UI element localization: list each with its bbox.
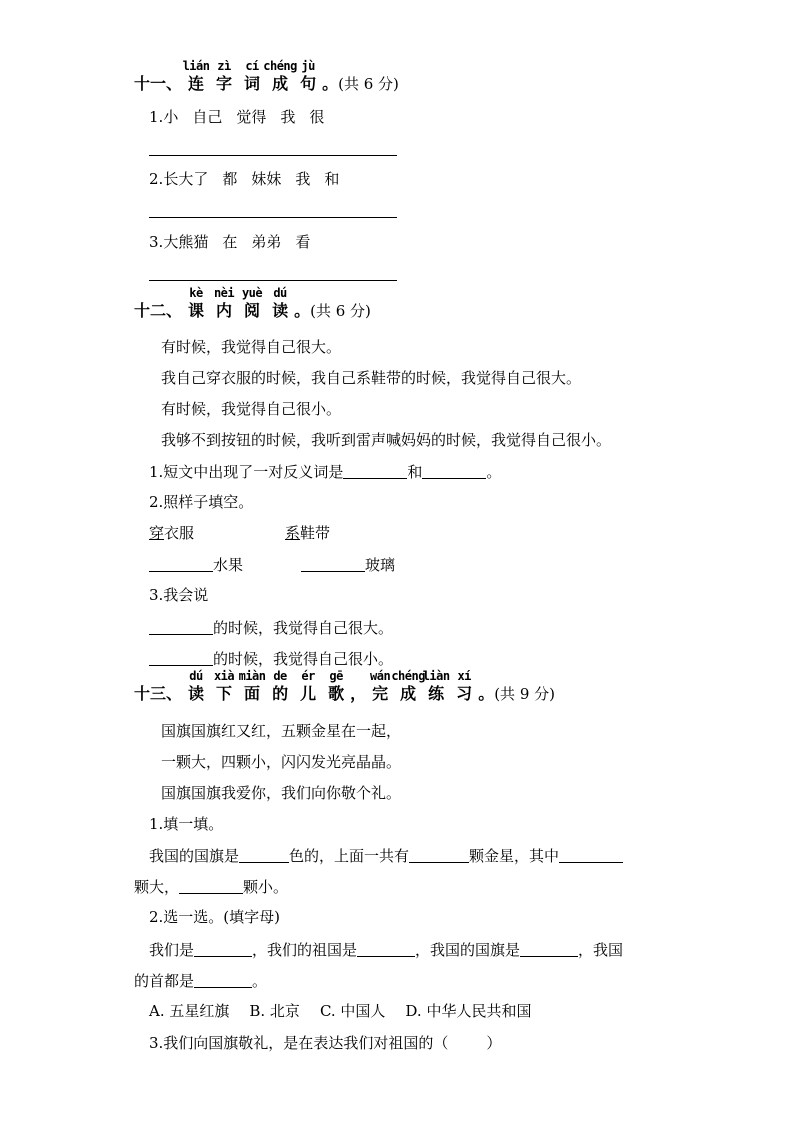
s13-q1-line-1 <box>149 848 623 864</box>
pinyin-text: chéng <box>391 669 425 683</box>
option-c: C. 中国人 <box>319 1002 386 1020</box>
pinyin-char <box>266 286 294 320</box>
blank-field[interactable] <box>301 557 365 572</box>
blank-field[interactable] <box>422 464 486 479</box>
pinyin-char <box>294 59 322 93</box>
question-text: 颗金星，其中 <box>469 847 560 865</box>
section-13-heading <box>134 669 555 703</box>
pinyin-char <box>238 669 266 703</box>
word: 觉得 <box>236 108 267 126</box>
hanzi-text: 练 <box>428 684 445 703</box>
question-text: 3.我们向国旗敬礼，是在表达我们对祖国的（ <box>149 1034 449 1052</box>
hanzi-text: 读 <box>272 301 289 320</box>
pinyin-char <box>263 59 297 93</box>
question-text: 。 <box>486 463 502 481</box>
fill-2 <box>301 557 395 573</box>
hanzi-text: 歌 <box>328 684 345 703</box>
question-2: 2.照样子填空。 <box>149 493 254 511</box>
pinyin-text: de <box>273 669 287 683</box>
hanzi-text: 词 <box>244 74 261 93</box>
pinyin-char <box>182 669 210 703</box>
pinyin-text: gē <box>329 669 343 683</box>
hanzi-text: 面 <box>244 684 261 703</box>
pinyin-text: miàn <box>238 669 266 683</box>
item-number: 1. <box>149 108 164 126</box>
pinyin-text: cí <box>245 59 259 73</box>
question-text: 。 <box>252 972 268 990</box>
exercise-2-words <box>149 172 353 187</box>
question-1 <box>149 464 501 480</box>
s13-q2-line-1 <box>149 942 623 958</box>
blank-field[interactable] <box>149 651 213 666</box>
hanzi-text: 读 <box>188 684 205 703</box>
poem-line-2: 一颗大，四颗小，闪闪发光亮晶晶。 <box>161 753 402 771</box>
word: 我 <box>280 108 296 126</box>
hanzi-text: 儿 <box>300 684 317 703</box>
hanzi-text: 的 <box>272 684 289 703</box>
hanzi-text: 下 <box>216 684 233 703</box>
word: 在 <box>222 233 238 251</box>
pinyin-char <box>210 59 238 93</box>
item-number: 2. <box>149 170 164 188</box>
say-2 <box>149 651 393 667</box>
fill-noun: 水果 <box>213 556 244 574</box>
pinyin-char <box>294 669 322 703</box>
hanzi-text: 连 <box>188 74 205 93</box>
option-list <box>149 1004 551 1019</box>
answer-line-2[interactable] <box>149 217 397 218</box>
hanzi-text: 阅 <box>244 301 261 320</box>
pinyin-char <box>182 286 210 320</box>
pinyin-char <box>322 669 350 703</box>
title-end: 。 <box>322 74 339 93</box>
option-d: D. 中华人民共和国 <box>405 1002 532 1020</box>
hanzi-text: 习 <box>456 684 473 703</box>
poem-line-1: 国旗国旗红又红，五颗金星在一起， <box>161 722 402 740</box>
pinyin-text: chéng <box>263 59 297 73</box>
hanzi-text: 内 <box>216 301 233 320</box>
pinyin-char <box>238 286 266 320</box>
section-number: 十二、 <box>134 301 183 320</box>
option-a: A. 五星红旗 <box>149 1002 230 1020</box>
word: 妹妹 <box>251 170 282 188</box>
word: 看 <box>295 233 311 251</box>
passage-line-2: 我自己穿衣服的时候，我自己系鞋带的时候，我觉得自己很大。 <box>161 369 582 387</box>
example-1 <box>149 526 194 541</box>
section-12-heading <box>134 286 371 320</box>
pinyin-char <box>391 669 425 703</box>
example-verb: 穿 <box>149 524 165 542</box>
pinyin-char <box>450 669 478 703</box>
pinyin-title <box>182 59 322 93</box>
pinyin-char <box>366 669 394 703</box>
exercise-3-words <box>149 235 324 250</box>
question-text: 颗大， <box>134 878 180 896</box>
hanzi-text: 成 <box>272 74 289 93</box>
pinyin-char <box>238 59 266 93</box>
pinyin-text: nèi <box>213 286 235 300</box>
example-2 <box>285 526 330 541</box>
example-verb: 系 <box>285 524 301 542</box>
option-b: B. 北京 <box>249 1002 300 1020</box>
poem-line-3: 国旗国旗我爱你，我们向你敬个礼。 <box>161 784 402 802</box>
blank-field[interactable] <box>149 557 213 572</box>
passage-line-3: 有时候，我觉得自己很小。 <box>161 400 342 418</box>
blank-field[interactable] <box>194 942 252 957</box>
s13-q1-line-2 <box>134 879 288 895</box>
example-noun: 鞋带 <box>300 524 331 542</box>
word: 大熊猫 <box>163 233 209 251</box>
pinyin-text: zì <box>217 59 231 73</box>
pinyin-text: wán <box>370 669 391 683</box>
pinyin-title <box>182 286 294 320</box>
fill-1 <box>149 557 243 573</box>
section-number: 十一、 <box>134 74 183 93</box>
question-text: 我们是 <box>149 941 195 959</box>
passage-line-4: 我够不到按钮的时候，我听到雷声喊妈妈的时候，我觉得自己很小。 <box>161 431 612 449</box>
say-1 <box>149 620 393 636</box>
word: 长大了 <box>163 170 209 188</box>
answer-line-3[interactable] <box>149 280 397 281</box>
question-text: 色的，上面一共有 <box>289 847 410 865</box>
s13-q2-line-2 <box>134 973 267 989</box>
blank-field[interactable] <box>179 879 243 894</box>
pinyin-text: lián <box>182 59 210 73</box>
blank-field[interactable] <box>409 848 469 863</box>
hanzi-text: 句 <box>300 74 317 93</box>
section-score: (共 9 分) <box>494 685 555 703</box>
word: 我 <box>295 170 311 188</box>
example-noun: 衣服 <box>164 524 195 542</box>
title-end: 。 <box>478 684 495 703</box>
question-3: 3.我会说 <box>149 586 209 604</box>
word: 小 <box>163 108 179 126</box>
exercise-1-words <box>149 110 338 125</box>
hanzi-text: 字 <box>216 74 233 93</box>
pinyin-text: dú <box>273 286 287 300</box>
pinyin-text: ér <box>301 669 315 683</box>
question-text: ） <box>486 1034 502 1052</box>
pinyin-char <box>210 669 238 703</box>
blank-field[interactable] <box>149 620 213 635</box>
question-text: 颗小。 <box>243 878 289 896</box>
section-score: (共 6 分) <box>338 75 399 93</box>
section-score: (共 6 分) <box>310 302 371 320</box>
say-text: 的时候，我觉得自己很大。 <box>213 619 394 637</box>
pinyin-text: dú <box>189 669 203 683</box>
pinyin-char <box>422 669 450 703</box>
blank-field[interactable] <box>343 464 407 479</box>
pinyin-char <box>182 59 210 93</box>
pinyin-text: jù <box>301 59 315 73</box>
say-text: 的时候，我觉得自己很小。 <box>213 650 394 668</box>
s13-question-2: 2.选一选。(填字母) <box>149 908 281 926</box>
word: 很 <box>309 108 325 126</box>
s13-question-1: 1.填一填。 <box>149 815 224 833</box>
question-text: 和 <box>407 463 423 481</box>
blank-field[interactable] <box>357 942 415 957</box>
answer-line-1[interactable] <box>149 155 397 156</box>
fill-noun: 玻璃 <box>365 556 396 574</box>
hanzi-text: 成 <box>400 684 417 703</box>
blank-field[interactable] <box>239 848 289 863</box>
title-comma: ， <box>350 684 367 703</box>
pinyin-char <box>210 286 238 320</box>
pinyin-title <box>182 669 478 703</box>
section-11-heading <box>134 59 399 93</box>
blank-field[interactable] <box>559 848 623 863</box>
word: 自己 <box>192 108 223 126</box>
pinyin-text: yuè <box>241 286 263 300</box>
question-text: 我国的国旗是 <box>149 847 240 865</box>
question-text: 1.短文中出现了一对反义词是 <box>149 463 344 481</box>
section-number: 十三、 <box>134 684 183 703</box>
word: 和 <box>324 170 340 188</box>
hanzi-text: 完 <box>372 684 389 703</box>
title-end: 。 <box>294 301 311 320</box>
blank-field[interactable] <box>194 973 252 988</box>
question-text: ，我国的国旗是 <box>415 941 521 959</box>
pinyin-text: xí <box>457 669 471 683</box>
pinyin-char <box>266 669 294 703</box>
word: 弟弟 <box>251 233 282 251</box>
pinyin-text: kè <box>189 286 203 300</box>
s13-question-3 <box>149 1036 501 1051</box>
blank-field[interactable] <box>520 942 578 957</box>
hanzi-text: 课 <box>188 301 205 320</box>
question-text: ，我国 <box>578 941 624 959</box>
word: 都 <box>222 170 238 188</box>
pinyin-text: liàn <box>422 669 450 683</box>
pinyin-text: xià <box>213 669 235 683</box>
question-text: 的首都是 <box>134 972 195 990</box>
item-number: 3. <box>149 233 164 251</box>
question-text: ，我们的祖国是 <box>252 941 358 959</box>
passage-line-1: 有时候，我觉得自己很大。 <box>161 338 342 356</box>
